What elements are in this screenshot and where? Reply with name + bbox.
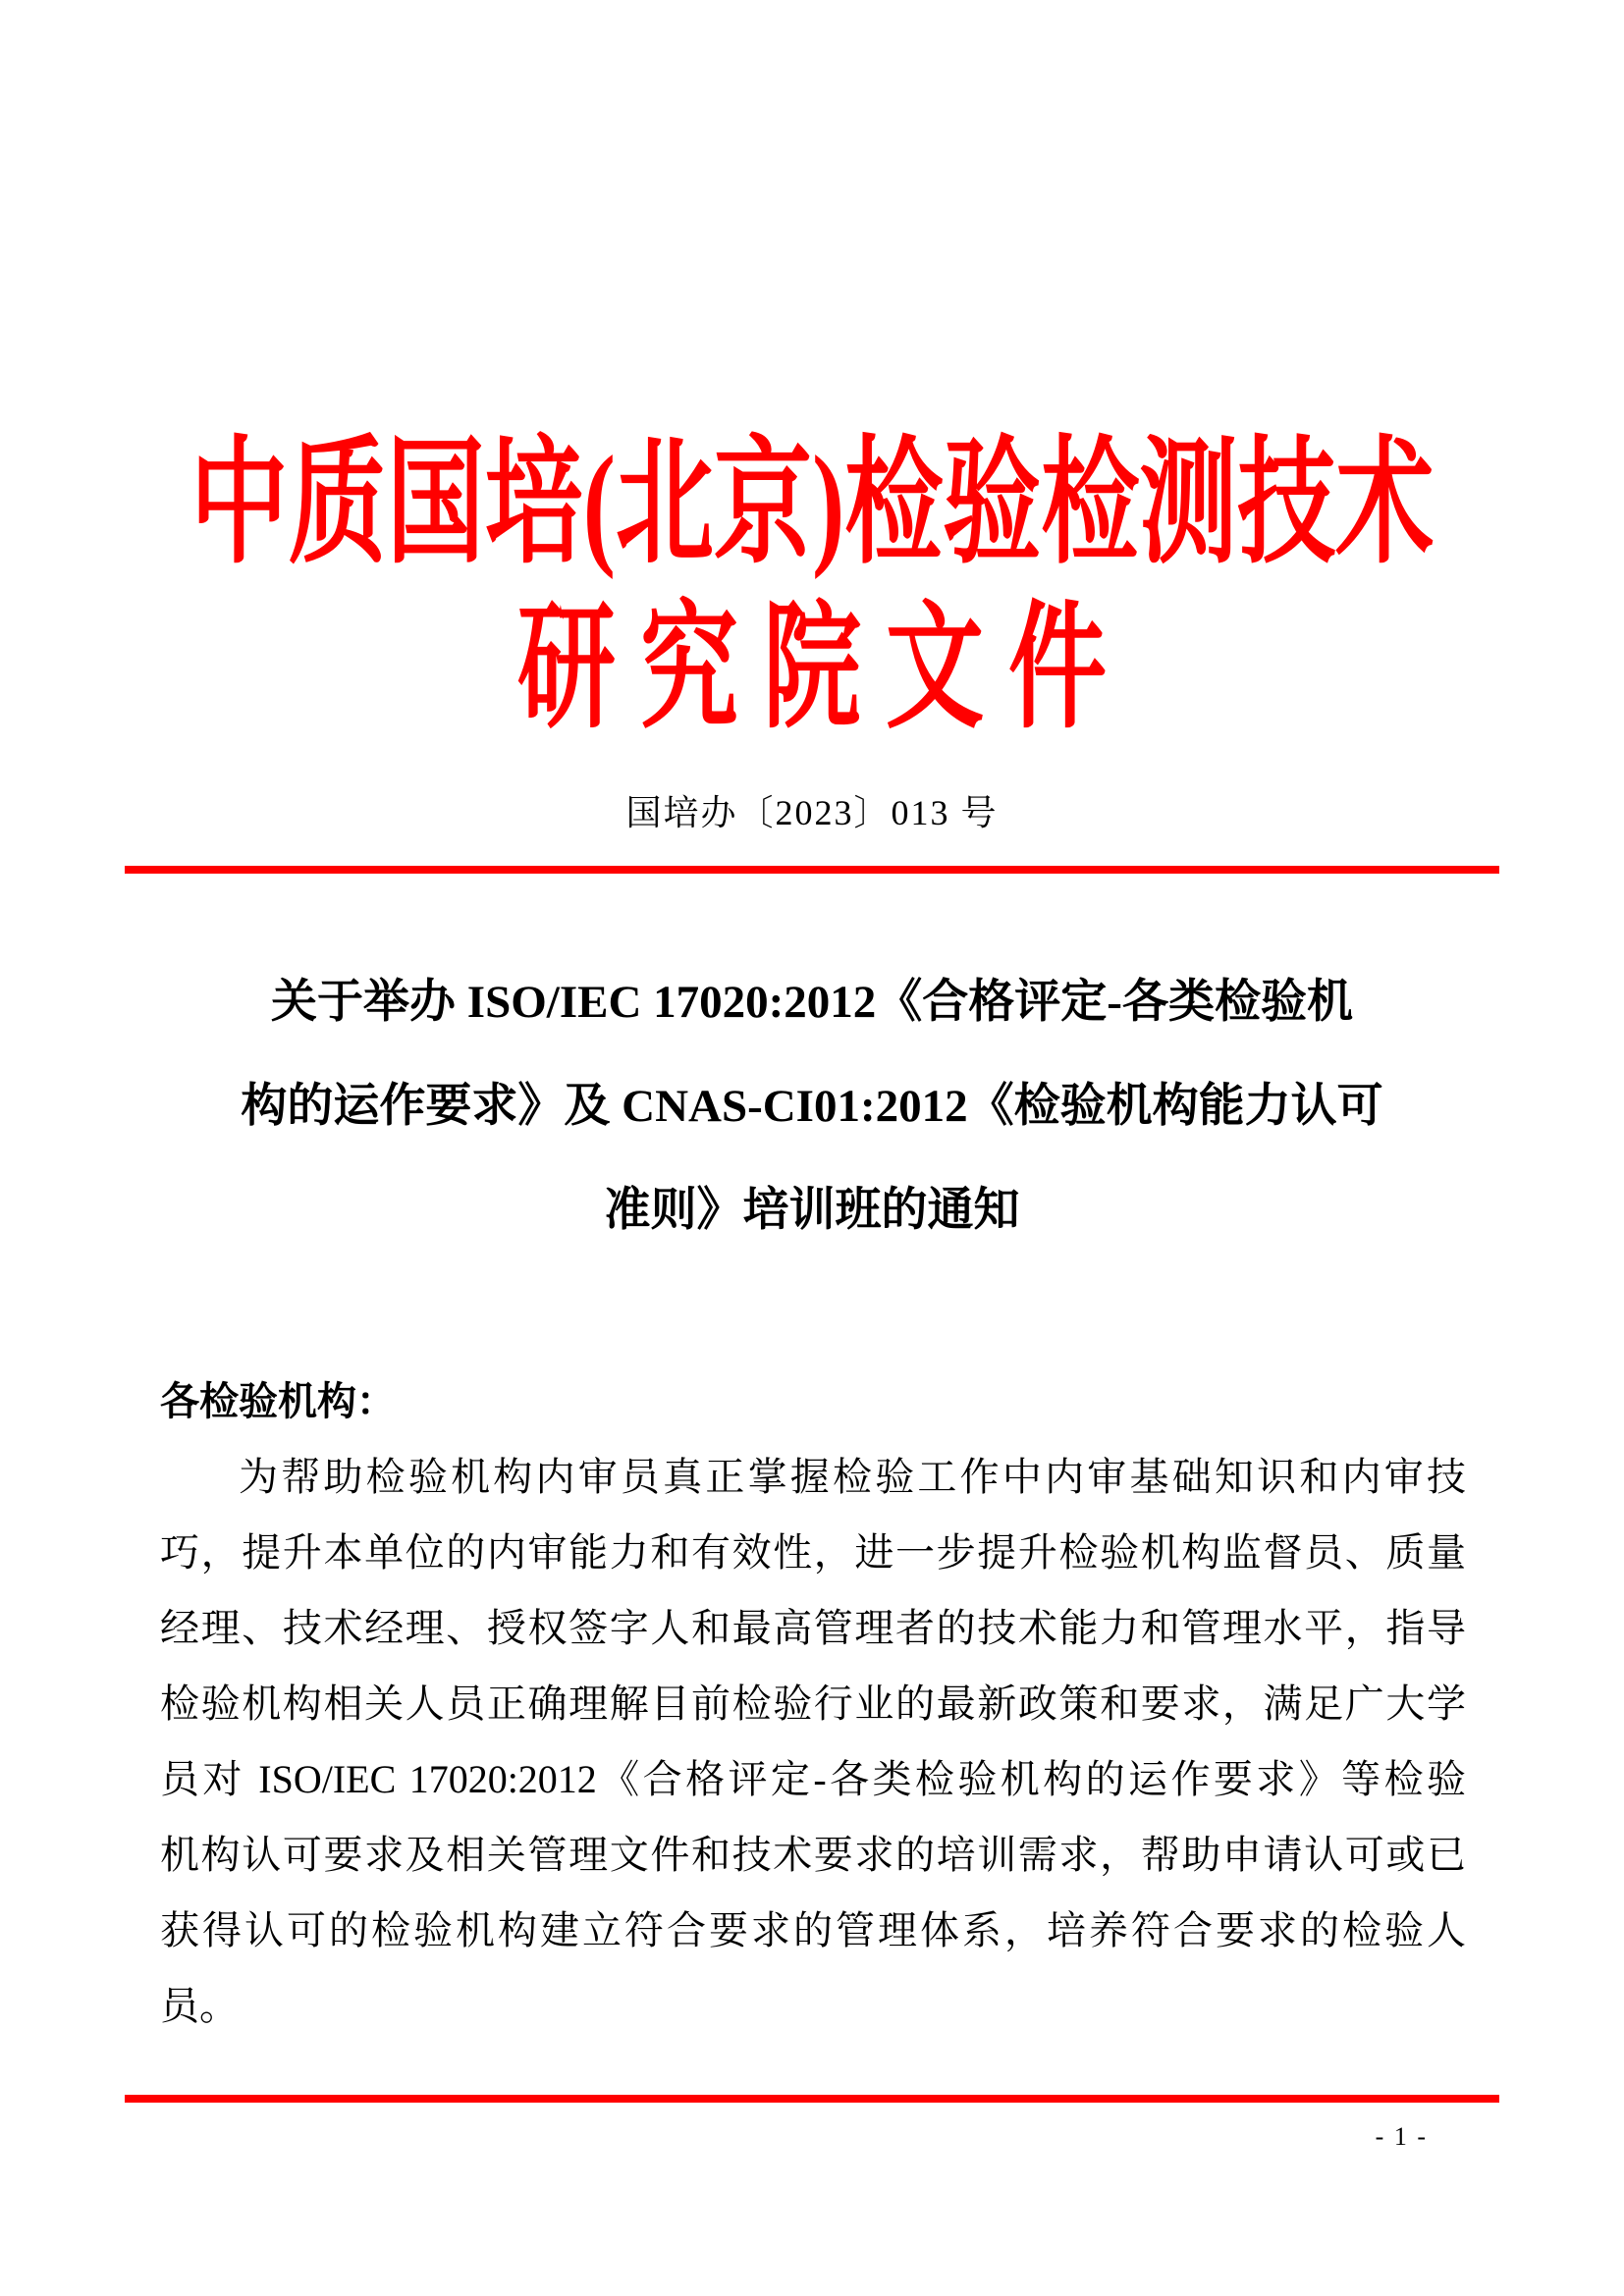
notice-title-line-2: 构的运作要求》及 CNAS-CI01:2012《检验机构能力认可 <box>241 1081 1383 1132</box>
body-text-line: 机构认可要求及相关管理文件和技术要求的培训需求，帮助申请认可或已 <box>160 1833 1466 1877</box>
notice-title-line-1: 关于举办 ISO/IEC 17020:2012《合格评定-各类检验机 <box>271 977 1353 1028</box>
notice-title <box>88 950 1536 1262</box>
letterhead <box>0 422 1624 752</box>
body-text-line: 员对 ISO/IEC 17020:2012《合格评定-各类检验机构的运作要求》等检验 <box>160 1757 1466 1801</box>
document-number: 国培办〔2023〕013 号 <box>625 793 999 832</box>
body-text-line: 为帮助检验机构内审员真正掌握检验工作中内审基础知识和内审技 <box>239 1455 1466 1499</box>
body-text-line: 员。 <box>160 1984 239 2028</box>
body-text-line: 获得认可的检验机构建立符合要求的管理体系，培养符合要求的检验人 <box>160 1908 1466 1952</box>
body-text-line: 巧，提升本单位的内审能力和有效性，进一步提升检验机构监督员、质量 <box>160 1530 1466 1575</box>
org-name-line-1: 中质国培(北京)检验检测技术 <box>189 427 1435 580</box>
body-text-line: 检验机构相关人员正确理解目前检验行业的最新政策和要求，满足广大学 <box>160 1682 1466 1726</box>
red-separator-top <box>125 866 1499 874</box>
org-name-line-2: 研究院文件 <box>517 592 1131 745</box>
red-separator-bottom <box>125 2095 1499 2103</box>
notice-title-line-3: 准则》培训班的通知 <box>604 1185 1020 1236</box>
page-number: - 1 - <box>1375 2122 1428 2151</box>
body-paragraph <box>160 1439 1466 2044</box>
body-text-line: 经理、技术经理、授权签字人和最高管理者的技术能力和管理水平，指导 <box>160 1606 1466 1650</box>
salutation: 各检验机构： <box>160 1379 396 1423</box>
